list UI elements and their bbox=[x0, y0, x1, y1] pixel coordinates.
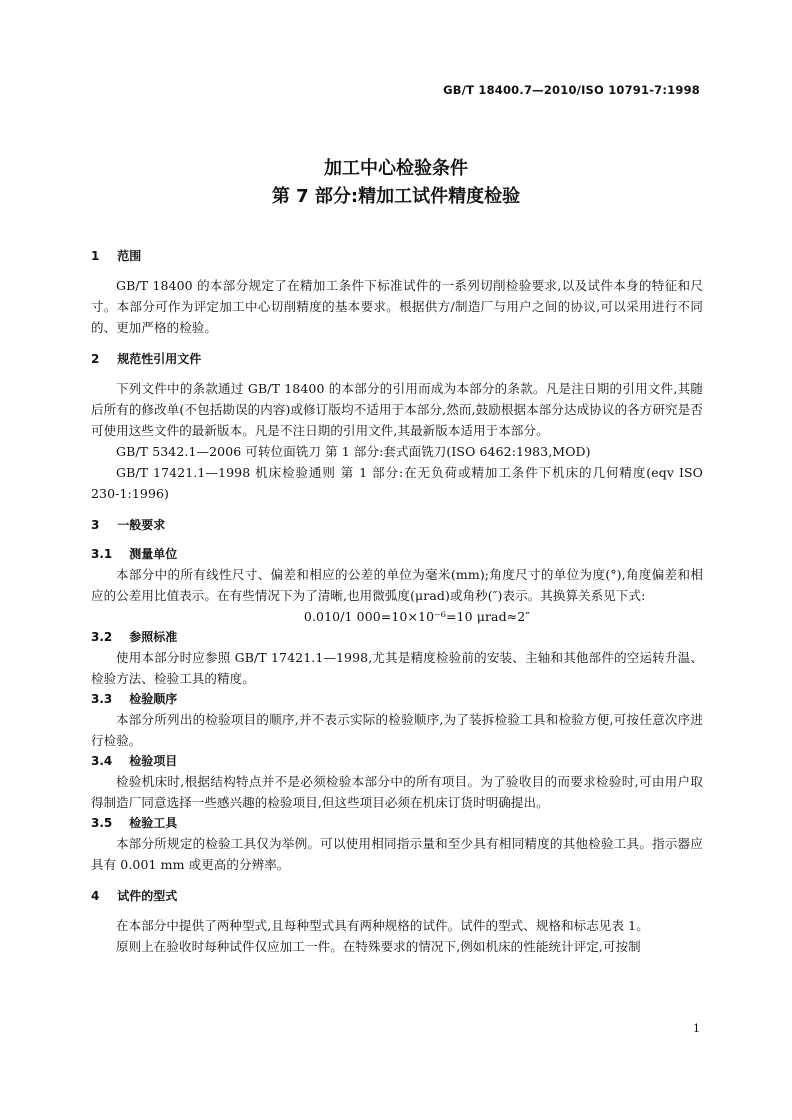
subsection-heading-3-2 bbox=[91, 627, 703, 647]
section-heading-2 bbox=[91, 349, 703, 370]
subsection-heading-3-5 bbox=[91, 813, 703, 833]
subsection-title: 测量单位 bbox=[129, 547, 178, 561]
paragraph: 下列文件中的条款通过 GB/T 18400 的本部分的引用而成为本部分的条款。凡是注日期的引用文件,其随后所有的修改单(不包括勘误的内容)或修订版均不适用于本部分,然而,鼓励根据本部分达成协议的各方研究是否可使用这些文件的最新版本。凡是不注日期的引用文件,其最新版本适用于本部分。 bbox=[91, 381, 703, 438]
paragraph: 本部分中的所有线性尺寸、偏差和相应的公差的单位为毫米(mm);角度尺寸的单位为度(°),角度偏差和相应的公差用比值表示。在有些情况下为了清晰,也用微弧度(μrad)或角秒(″)表示。其换算关系见下式: bbox=[91, 567, 703, 603]
subsection-number: 3.2 bbox=[91, 630, 113, 644]
standard-code: GB/T 18400.7—2010/ISO 10791-7:1998 bbox=[443, 83, 700, 97]
paragraph: 原则上在验收时每种试件仅应加工一件。在特殊要求的情况下,例如机床的性能统计评定,可按制 bbox=[116, 939, 641, 954]
reference-item: GB/T 5342.1—2006 可转位面铣刀 第 1 部分:套式面铣刀(ISO 6462:1983,MOD) bbox=[116, 444, 591, 459]
section-title: 一般要求 bbox=[117, 518, 166, 532]
document-title-line2: 第 7 部分:精加工试件精度检验 bbox=[271, 186, 521, 207]
paragraph: 检验机床时,根据结构特点并不是必须检验本部分中的所有项目。为了验收目的而要求检验时,可由用户取得制造厂同意选择一些感兴趣的检验项目,但这些项目必须在机床订货时明确提出。 bbox=[91, 774, 703, 810]
document-title-line1: 加工中心检验条件 bbox=[324, 158, 468, 179]
subsection-number: 3.3 bbox=[91, 692, 113, 706]
subsection-title: 参照标准 bbox=[129, 630, 178, 644]
subsection-heading-3-4 bbox=[91, 751, 703, 771]
section-number: 3 bbox=[91, 518, 100, 532]
section-number: 4 bbox=[91, 889, 100, 903]
subsection-title: 检验工具 bbox=[129, 816, 178, 830]
subsection-heading-3-1 bbox=[91, 544, 703, 564]
section-title: 试件的型式 bbox=[117, 889, 178, 903]
formula: 0.010/1 000=10×10⁻⁶=10 μrad≈2″ bbox=[303, 609, 531, 624]
section-heading-3 bbox=[91, 515, 703, 536]
subsection-title: 检验顺序 bbox=[129, 692, 178, 706]
paragraph: 使用本部分时应参照 GB/T 17421.1—1998,尤其是精度检验前的安装、主轴和其他部件的空运转升温、检验方法、检验工具的精度。 bbox=[91, 650, 703, 686]
page-number: 1 bbox=[693, 1022, 700, 1035]
paragraph: 在本部分中提供了两种型式,且每种型式具有两种规格的试件。试件的型式、规格和标志见表 1。 bbox=[116, 918, 649, 933]
paragraph: 本部分所列出的检验项目的顺序,并不表示实际的检验顺序,为了装拆检验工具和检验方便,可按任意次序进行检验。 bbox=[91, 712, 703, 748]
section-number: 2 bbox=[91, 352, 100, 366]
reference-item: GB/T 17421.1—1998 机床检验通则 第 1 部分:在无负荷或精加工条件下机床的几何精度(eqv ISO 230-1:1996) bbox=[91, 465, 703, 501]
section-title: 范围 bbox=[117, 249, 142, 263]
subsection-title: 检验项目 bbox=[129, 754, 178, 768]
document-body bbox=[91, 246, 703, 957]
paragraph: GB/T 18400 的本部分规定了在精加工条件下标准试件的一系列切削检验要求,以及试件本身的特征和尺寸。本部分可作为评定加工中心切削精度的基本要求。根据供方/制造厂与用户之间的协议,可以采用进行不同的、更加严格的检验。 bbox=[91, 278, 703, 335]
section-heading-1 bbox=[91, 246, 703, 267]
section-number: 1 bbox=[91, 249, 100, 263]
subsection-heading-3-3 bbox=[91, 689, 703, 709]
subsection-number: 3.5 bbox=[91, 816, 113, 830]
subsection-number: 3.1 bbox=[91, 547, 113, 561]
section-title: 规范性引用文件 bbox=[117, 352, 202, 366]
subsection-number: 3.4 bbox=[91, 754, 113, 768]
section-heading-4 bbox=[91, 886, 703, 907]
paragraph: 本部分所规定的检验工具仅为举例。可以使用相同指示量和至少具有相同精度的其他检验工具。指示器应具有 0.001 mm 或更高的分辨率。 bbox=[91, 836, 703, 872]
